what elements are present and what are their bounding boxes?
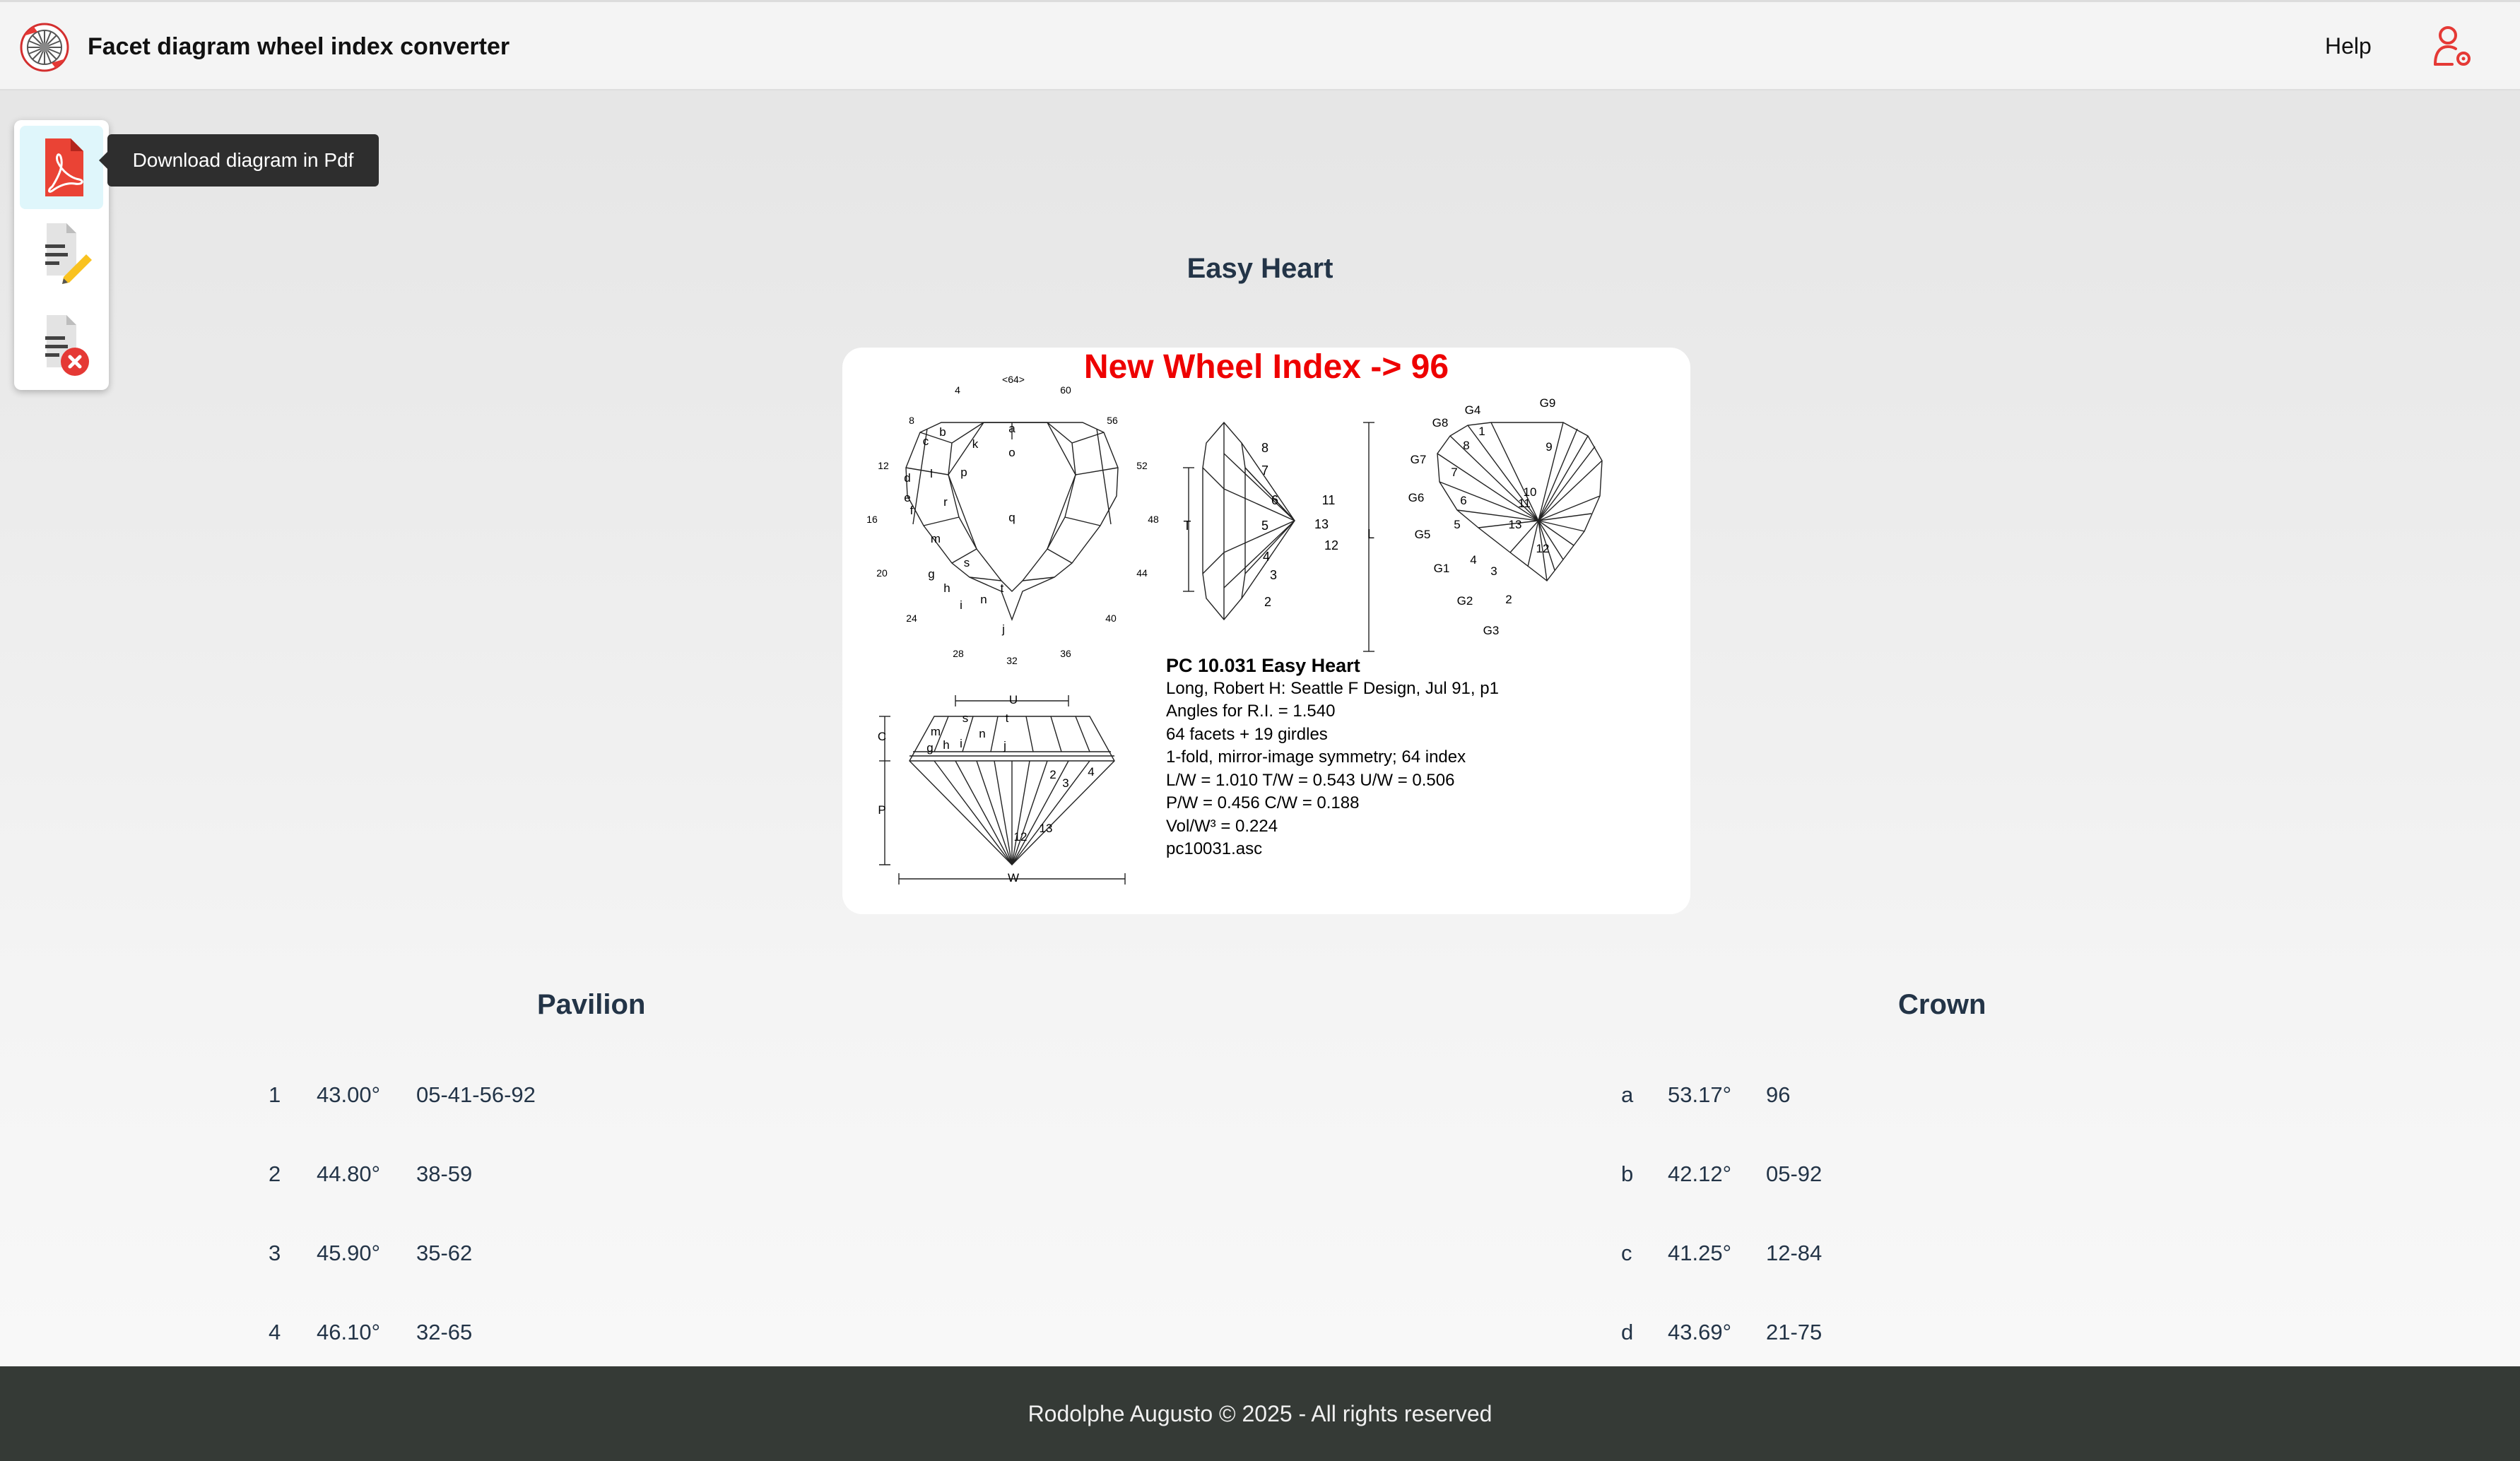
diagram-label: G4: [1464, 403, 1481, 417]
diagram-label: 3: [1490, 564, 1497, 578]
diagram-label: 13: [1314, 517, 1329, 531]
diagram-label: 4: [1262, 550, 1271, 564]
download-pdf-button[interactable]: [20, 126, 103, 209]
diagram-label: 7: [1261, 463, 1269, 478]
diagram-label: i: [960, 598, 962, 612]
diagram-label: l: [930, 467, 933, 480]
info-line: pc10031.asc: [1166, 839, 1263, 858]
diagram-label: a: [1008, 422, 1015, 435]
app-title: Facet diagram wheel index converter: [88, 33, 510, 60]
logo-icon[interactable]: [19, 22, 70, 73]
diagram-label: 7: [1451, 466, 1458, 479]
facet-angle: 42.12°: [1668, 1161, 1731, 1186]
diagram-label: G8: [1432, 416, 1449, 430]
diagram-label: 6: [1271, 493, 1279, 507]
diagram-card: [842, 348, 1690, 914]
diagram-label: T: [1183, 519, 1191, 533]
diagram-label: 32: [1006, 655, 1018, 666]
facet-id: c: [1621, 1241, 1632, 1265]
diagram-label: 3: [1269, 568, 1278, 582]
crown-profile-drawing: [879, 695, 1125, 885]
diagram-label: 4: [1470, 553, 1477, 567]
info-title: PC 10.031 Easy Heart: [1166, 655, 1360, 676]
diagram-label: 40: [1105, 613, 1117, 624]
diagram-label: 56: [1107, 415, 1118, 426]
pavilion-heading: Pavilion: [537, 989, 646, 1020]
diagram-label: i: [960, 737, 962, 750]
diagram-label: k: [972, 437, 979, 451]
diagram-label: 12: [1013, 830, 1028, 844]
side-view-drawing: [1183, 422, 1374, 651]
diagram-label: 4: [955, 384, 960, 396]
diagram-label: 13: [1508, 518, 1522, 531]
facet-id: 4: [269, 1320, 281, 1344]
diagram-label: 5: [1454, 518, 1461, 531]
facet-indexes: 21-75: [1766, 1320, 1823, 1344]
facet-indexes: 38-59: [416, 1161, 473, 1186]
diagram-label: G5: [1414, 528, 1431, 541]
diagram-label: t: [1000, 581, 1004, 595]
diagram-label: 5: [1261, 519, 1269, 533]
facet-indexes: 05-41-56-92: [416, 1082, 536, 1107]
diagram-label: 8: [1463, 439, 1470, 452]
facet-id: 1: [269, 1082, 281, 1107]
help-link[interactable]: Help: [2325, 33, 2372, 59]
footer: [0, 1366, 2520, 1461]
delete-document-icon: [30, 305, 95, 379]
diagram-label: 6: [1460, 494, 1467, 507]
facet-id: a: [1621, 1082, 1634, 1107]
facet-angle: 41.25°: [1668, 1241, 1731, 1265]
info-line: P/W = 0.456 C/W = 0.188: [1166, 793, 1360, 812]
diagram-label: 10: [1523, 485, 1537, 499]
diagram-label: p: [960, 466, 967, 479]
diagram-label: h: [943, 738, 950, 752]
diagram-label: 3: [1062, 776, 1069, 790]
crown-heading: Crown: [1898, 989, 1986, 1020]
diagram-label: d: [904, 471, 911, 485]
diagram-label: 44: [1136, 567, 1148, 579]
diagram-label: 12: [1324, 538, 1339, 552]
info-line: 64 facets + 19 girdles: [1166, 724, 1328, 744]
diagram-label: 2: [1049, 768, 1056, 781]
delete-document-button[interactable]: [30, 305, 95, 379]
user-settings-icon[interactable]: [2431, 23, 2473, 70]
diagram-label: j: [1003, 739, 1006, 752]
diagram-label: G7: [1410, 453, 1427, 466]
diagram-label: 60: [1060, 384, 1071, 396]
diagram-label: n: [979, 727, 986, 740]
facet-indexes: 96: [1766, 1082, 1791, 1107]
diagram-label: 8: [909, 415, 914, 426]
diagram-label: t: [1005, 711, 1009, 725]
facet-angle: 46.10°: [317, 1320, 380, 1344]
diagram-label: U: [1008, 693, 1018, 706]
facet-indexes: 05-92: [1766, 1161, 1823, 1186]
diagram-label: C: [877, 730, 887, 743]
facet-angle: 43.00°: [317, 1082, 380, 1107]
diagram-label: 8: [1261, 441, 1269, 455]
info-line: Angles for R.I. = 1.540: [1166, 702, 1336, 721]
footer-text: Rodolphe Augusto © 2025 - All rights reserved: [1028, 1400, 1492, 1426]
diagram-label: s: [963, 556, 970, 569]
diagram-label: 2: [1505, 593, 1512, 606]
diagram-label: b: [939, 425, 946, 439]
diagram-label: 1: [1478, 425, 1485, 438]
facet-angle: 53.17°: [1668, 1082, 1731, 1107]
facet-indexes: 12-84: [1766, 1241, 1823, 1265]
diagram-label: G9: [1539, 396, 1556, 410]
diagram-label: 11: [1518, 497, 1531, 510]
facet-indexes: 35-62: [416, 1241, 473, 1265]
new-wheel-index-label: New Wheel Index -> 96: [1083, 348, 1449, 386]
facet-angle: 44.80°: [317, 1161, 380, 1186]
diagram-label: 2: [1264, 595, 1272, 609]
diagram-label: m: [930, 725, 941, 738]
diagram-label: 36: [1060, 648, 1071, 659]
diagram-label: <64>: [1002, 374, 1025, 385]
diagram-label: c: [922, 434, 929, 448]
diagram-label: g: [928, 567, 935, 581]
facet-angle: 45.90°: [317, 1241, 380, 1265]
diagram-label: g: [926, 741, 934, 755]
diagram-label: s: [962, 711, 969, 725]
diagram-label: r: [943, 495, 948, 509]
diagram-label: L: [1367, 527, 1375, 541]
diagram-label: 11: [1321, 493, 1336, 507]
diagram-label: G3: [1483, 624, 1500, 637]
diagram-label: 13: [1039, 822, 1053, 835]
facet-id: 3: [269, 1241, 281, 1265]
download-pdf-tooltip: Download diagram in Pdf: [107, 134, 379, 187]
diagram-label: G6: [1408, 491, 1425, 504]
diagram-label: W: [1007, 871, 1020, 885]
diagram-label: q: [1008, 511, 1015, 524]
diagram-label: 24: [906, 613, 917, 624]
diagram-label: 28: [953, 648, 964, 659]
diagram-label: P: [878, 803, 886, 817]
pdf-file-icon: [20, 126, 103, 209]
diagram-title: Easy Heart: [1187, 253, 1333, 284]
facet-angle: 43.69°: [1668, 1320, 1731, 1344]
facet-id: d: [1621, 1320, 1634, 1344]
top-bar: [0, 0, 2520, 90]
diagram-label: f: [909, 504, 914, 517]
diagram-label: G2: [1456, 594, 1473, 608]
facet-id: b: [1621, 1161, 1634, 1186]
info-line: Long, Robert H: Seattle F Design, Jul 91, p1: [1166, 678, 1499, 698]
diagram-label: 9: [1545, 440, 1553, 454]
diagram-label: o: [1008, 446, 1015, 459]
diagram-label: 12: [1536, 542, 1550, 555]
diagram-label: 4: [1088, 765, 1095, 779]
diagram-label: 52: [1136, 460, 1148, 471]
diagram-label: n: [980, 593, 987, 606]
info-line: 1-fold, mirror-image symmetry; 64 index: [1166, 747, 1466, 767]
info-line: Vol/W³ = 0.224: [1166, 816, 1278, 836]
diagram-label: 48: [1148, 514, 1159, 525]
diagram-label: h: [943, 581, 950, 595]
diagram-label: m: [930, 532, 941, 545]
diagram-label: 20: [876, 567, 888, 579]
diagram-label: e: [904, 491, 911, 504]
diagram-label: j: [1002, 622, 1005, 636]
diagram-label: 12: [878, 460, 889, 471]
diagram-label: G1: [1433, 562, 1450, 575]
facet-id: 2: [269, 1161, 281, 1186]
diagram-info: [1166, 654, 1499, 861]
diagram-label: 16: [866, 514, 878, 525]
facet-indexes: 32-65: [416, 1320, 473, 1344]
info-line: L/W = 1.010 T/W = 0.543 U/W = 0.506: [1166, 770, 1455, 790]
